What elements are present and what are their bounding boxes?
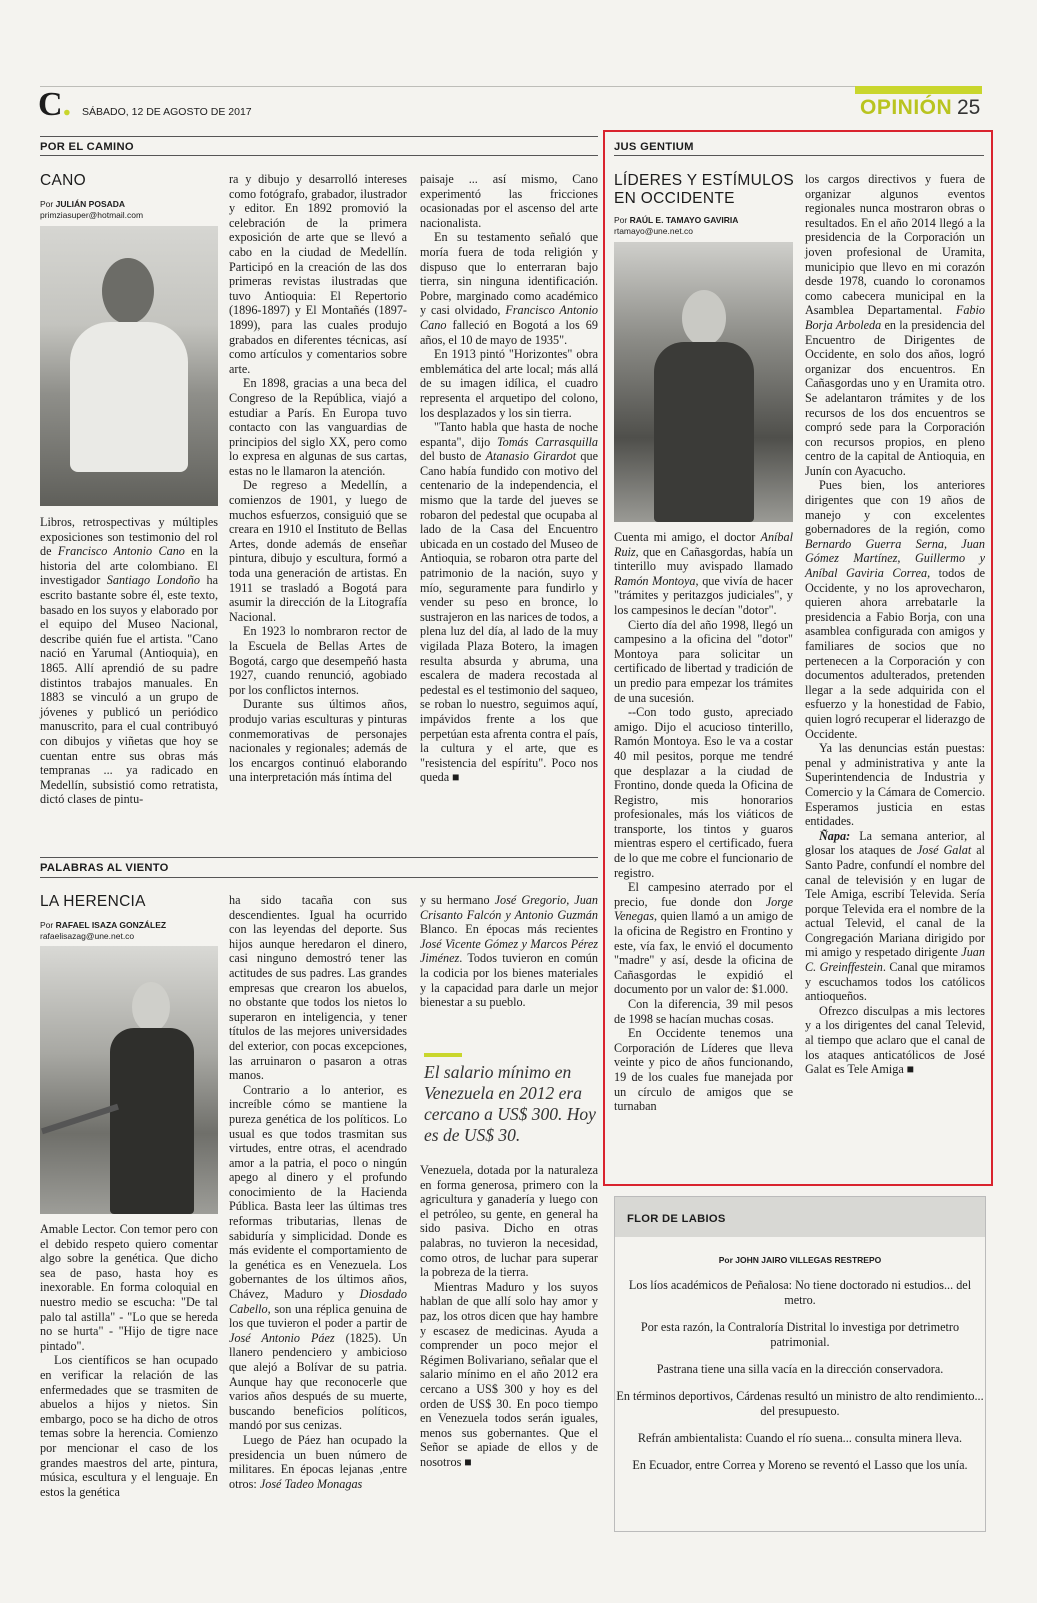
lideres-col-1: Cuenta mi amigo, el doctor Aníbal Ruiz, que en Cañasgordas, había un tinterillo muy avispado llamado Ramón Montoya, que vivía de hacer "trámites y peritazgos judiciales", y los campesinos le decían "dotor". Cierto día del año 1998, llegó un campesino a la oficina del "dotor" Montoya para solicitar un certificado de libertad y tradición de un predio para empezar los trámites de una sucesión. --Con todo gusto, apreciado amigo. Dijo el acucioso tinterillo, Ramón Montoya. Eso le va a costar 40 mil pesitos, porque me tendré que desplazar a la ciudad de Frontino, donde queda la Oficina de Registro, mis honorarios profesionales, más los viáticos de transporte, los tintos y guaros mientras espero el certificado, fuera de lo que me cobre el funcionario de registro. El campesino aterrado por el precio, fue donde don Jorge Venegas, quien llamó a un amigo de la oficina de Registro en Frontino y este, vía fax, le envió el documento "madre" y así, desde la oficina de Cañasgordas le expidió el documento por un valor de: $1.000. Con la diferencia, 39 mil pesos de 1998 se hacían muchas cosas. En Occidente tenemos una Corporación de Líderes que lleva veinte y pico de años funcionando, 19 de los cuales fue manejada por un círculo de amigos que se turnaban [614,530,793,1114]
byline-author: RAFAEL ISAZA GONZÁLEZ [55,920,167,930]
flor-item [616,1362,984,1377]
flor-item-text: Pastrana tiene una silla vacía en la dirección conservadora. [656,1362,944,1376]
portrait-photo [40,946,218,1214]
flor-item [616,1458,984,1473]
section-underline [40,877,598,878]
section-underline [40,155,598,156]
herencia-col-3a: y su hermano José Gregorio, Juan Crisanto Falcón y Antonio Guzmán Blanco. En épocas más recientes José Vicente Gómez y Marcos Pérez Jiménez. Todos tuvieron en común la codicia por los bienes materiales y la capacidad para darle un mejor bienestar a su pueblo. [420,893,598,1010]
herencia-col-1: Amable Lector. Con temor pero con el debido respeto quiero comentar algo sobre la genética. Que dicho sea de paso, hasta hoy es inexorable. En forma coloquial en nuestro medio se escucha: "De tal palo tal astilla" - "Lo que se hereda no se hurta" - "Hijo de tigre nace pintado". Los científicos se han ocupado en verificar la relación de las enfermedades que se trasmiten de abuelos a hijos y nietos. Sin embargo, poco se ha dicho de otros temas sobre la herencia. Comienzo por mencionar el caso de los grandes maestros del arte, pintura, música, escultura y el lenguaje. En estos la genética [40,1222,218,1499]
issue-date: SÁBADO, 12 DE AGOSTO DE 2017 [82,106,252,118]
cano-top-rule [40,136,598,137]
cano-col-2: ra y dibujo y desarrolló intereses como fotógrafo, grabador, ilustrador y editor. En 1892 promovió la celebración de la primera exposición de arte que se llevó a cabo en la ciudad de Medellín. Participó en la creación de las dos primeras revistas ilustradas que tuvo Antioquia: El Repertorio (1896-1897) y El Montañés (1897-1899), para las cuales produjo grabados en diferentes técnicas, así como artículos y comentarios sobre arte. En 1898, gracias a una beca del Congreso de la República, viajó a estudiar a París. En Europa tuvo contacto con las vanguardias de principios del siglo XX, pero como lo expresa en algunas de sus cartas, estas no le llamaron la atención. De regreso a Medellín, a comienzos de 1901, y luego de muchos esfuerzos, consiguió que se creara en 1910 el Instituto de Bellas Artes, donde además de enseñar pintura, dibujo y escultura, formó a toda una generación de artistas. En 1911 se trasladó a Bogotá para asumir la dirección de la Litografía Nacional. En 1923 lo nombraron rector de la Escuela de Bellas Artes de Bogotá, cargo que desempeñó hasta 1927, cuando renunció, agobiado por los conflictos internos. Durante sus últimos años, produjo varias esculturas y pinturas conmemorativas de personajes nacionales y regionales; además de los encargos continuó elaborando una interpretación más íntima del [229,172,407,785]
logo-letter: C [38,86,63,123]
byline-prefix: Por [40,920,54,930]
cano-col-3: paisaje ... así mismo, Cano experimentó las fricciones ocasionadas por el ascenso del arte nacionalista. En su testamento señaló que moría fuera de toda religión y dispuso que lo enterraran bajo tierra, sin ninguna identificación. Pobre, marginado como académico y casi olvidado, Francisco Antonio Cano falleció en Bogotá a los 69 años, el 10 de mayo de 1935". En 1913 pintó "Horizontes" obra emblemática del arte local; más allá de su imagen idílica, el cuadro representa el arquetipo del colono, los desplazados y los sin tierra. "Tanto habla que hasta de noche espanta", dijo Tomás Carrasquilla del busto de Atanasio Girardot que Cano había fundido con motivo del centenario de la independencia, el mismo que la tarde del jueves se robaron del pedestal que ocupaba al lado de la Casa del Encuentro ubicada en un costado del Museo de Antioquia, se robaron otra parte del patrimonio de la nación, suyo y mío, seguramente para fundirlo y vender su peso en bronce, lo sustrajeron en las narices de todos, a plena luz del día, al lado de la muy vigilada Plaza Botero, la imagen resulta absurda y abruma, una escalera de madera recostada al pedestal es el testimonio del saqueo, se roban lo nuestro, seguimos aquí, impávidos frente a los que perpetúan esta afrenta contra el país, la cultura y el arte, que es "resistencia del espíritu". Poco nos queda ■ [420,172,599,785]
section-accent-bar [855,86,982,94]
portrait-photo [40,226,218,506]
byline [40,199,125,209]
portrait-body [70,322,188,472]
byline [614,215,738,225]
byline: Por JOHN JAIRO VILLEGAS RESTREPO [718,1255,882,1265]
herencia-top-rule [40,857,598,858]
portrait-face [682,290,726,346]
pullquote: El salario mínimo en Venezuela en 2012 era cercano a US$ 300. Hoy es de US$ 30. [424,1062,596,1145]
herencia-col-2: ha sido tacaña con sus descendientes. Igual ha ocurrido con las leyendas del deporte. Sus hijos aunque heredaron el dinero, casi ninguno demostró tener las actitudes de sus padres. Las grandes empresas que crearon los abuelos, no obstante que todos los nietos lo superaron en inteligencia, y tener títulos de las mejores universidades del exterior, con pocas excepciones, las arruinaron o pasaron a otras manos. Contrario a lo anterior, es increíble cómo se mantiene la pureza genética de los políticos. Lo usual es que todos trasmitan sus virtudes, entre otras, el acendrado amor a la patria, el poco o ningún apego al dinero y el profundo conocimiento de la Hacienda Pública. Basta leer las últimas tres reformas tributarias, llenas de sabiduría y simplicidad. Donde es más evidente el comportamiento de la genética es en Venezuela. Los gobernantes de los últimos años, Chávez, Maduro y Diosdado Cabello, son una réplica genuina de los que tuvieron el poder a partir de José Antonio Páez (1825). Un llanero pendenciero y ambicioso que alejó a Bolívar de su patria. Aunque hay que reconocerle que varios años después de su muerte, buscando beneficios políticos, mandó por sus cenizas. Luego de Páez han ocupado la presidencia un buen número de militares. En épocas lejanas ,entre otros: José Tadeo Monagas [229,893,407,1491]
byline-prefix: Por [614,215,628,225]
byline-author: RAÚL E. TAMAYO GAVIRIA [629,215,739,225]
byline-prefix: Por [40,199,54,209]
author-email: rafaelisazag@une.net.co [40,931,135,941]
herencia-col-3b: Venezuela, dotada por la naturaleza en forma generosa, primero con la agricultura y ganadería y luego con el petróleo, su gente, en general ha sido pasiva. Dicho en otras palabras, no tuvieron la necesidad, como otros, de luchar para superar la pobreza de la tierra. Mientras Maduro y los suyos hablan de que allí solo hay amor y paz, los otros dicen que hay hambre y escasez de medicinas. Ayuda a comprender un poco mejor el Régimen Bolivariano, señalar que el salario mínimo en el año 2012 era cercano a US$ 300 y hoy es del orden de US$ 30. En poco tiempo en Venezuela todos serán iguales, menos sus gobernantes. Que el Señor se apiade de ellos y de nosotros ■ [420,1163,598,1469]
logo-dot: . [62,86,72,123]
top-rule [40,86,982,87]
page-number: 25 [957,96,981,119]
author-email: rtamayo@une.net.co [614,226,694,236]
section-label: JUS GENTIUM [614,141,694,153]
flor-item-text: Refrán ambientalista: Cuando el río suena... consulta minera lleva. [637,1431,963,1445]
flor-item [616,1278,984,1308]
portrait-body [110,1028,194,1214]
flor-item-text: En términos deportivos, Cárdenas resultó un ministro de alto rendimiento... del presupuesto. [616,1389,984,1418]
article-title: CANO [40,172,86,189]
portrait-photo [614,242,793,522]
cano-col-1: Libros, retrospectivas y múltiples exposiciones son testimonio del rol de Francisco Antonio Cano en la historia del arte colombiano. El investigador Santiago Londoño ha escrito bastante sobre él, este texto, basado en los suyos y elaborado por el equipo del Museo Nacional, describe quién fue el artista. "Cano nació en Yarumal (Antioquia), en 1865. Allí aprendió de su padre distintos trabajos manuales. En 1883 se vinculó a un grupo de jóvenes y publicó un periódico manuscrito, para el cual contribuyó con dibujos y viñetas que hoy se cuentan entre sus obras más tempranas ... ya radicado en Medellín, subsistió como retratista, dictó clases de pintu- [40,515,218,807]
author-email: primziasuper@hotmail.com [40,210,144,220]
flor-item [616,1320,984,1350]
lideres-col-2: los cargos directivos y fuera de organizar algunos eventos regionales nunca mostraron obras o resultados. En el año 2014 llegó a la presidencia de la Corporación un joven profesional de Uramita, municipio que llevo en mi corazón desde 1978, cuando lo coronamos como cabecera municipal en la Asamblea Departamental. Fabio Borja Arboleda en la presidencia del Encuentro de Dirigentes de Occidente, en solo dos años, logró organizar dos encuentros. En Cañasgordas uno y en Uramita otro. Se adelantaron trámites y de los recursos de los dos encuentros se compró sede para la Corporación con recursos propios, en pleno centro de la capital de Antioquia, en Junín con Ayacucho. Pues bien, los anteriores dirigentes que con 19 años de manejo y con excelentes gobernadores de la región, como Bernardo Guerra Serna, Juan Gómez Martínez, Guillermo y Aníbal Gaviria Correa, todos de Occidente, y no los aprovecharon, quieren ahora arrebatarle la presidencia a Fabio Borja, con una asamblea configurada con amigos y familiares de socios que no pertenecen a la Corporación y con documentos adulterados, pretenden llegar a la sede adquirida con el esfuerzo y la honestidad de Fabio, quien logró recuperar el liderazgo de Occidente. Ya las denuncias están puestas: penal y administrativa y ante la Superintendencia de Industria y Comercio y la Cámara de Comercio. Esperamos justicia en estas entidades. Ñapa: La semana anterior, al glosar los ataques de José Galat al Santo Padre, confundí el nombre del canal de televisión y en lugar de Tele Amiga, escribí Televida. Sería porque Televida era el nombre de la actual Televid, el canal de la Congregación Mariana dirigido por mi amigo y respetado dirigente Juan C. Greinffestein. Canal que miramos y escuchamos todos los católicos antioqueños. Ofrezco disculpas a mis lectores y a los dirigentes del canal Televid, al tiempo que aclaro que el canal de los ataques anticatólicos de José Galat es Tele Amiga ■ [805,172,985,1077]
pullquote-accent-bar [424,1053,462,1057]
section-underline [614,155,984,156]
article-title: LA HERENCIA [40,893,146,910]
section-label: PALABRAS AL VIENTO [40,862,169,874]
flor-item [616,1431,984,1446]
flor-item [616,1389,984,1419]
railing [41,1104,119,1134]
portrait-face [132,982,170,1032]
logo [38,88,71,122]
flor-item-text: Los líos académicos de Peñalosa: No tiene doctorado ni estudios... del metro. [628,1278,972,1307]
article-title: LÍDERES Y ESTÍMULOS EN OCCIDENTE [614,172,794,207]
flor-item-text: En Ecuador, entre Correa y Moreno se reventó el Lasso que los unía. [632,1458,968,1472]
section-label: POR EL CAMINO [40,141,134,153]
byline-author: JULIÁN POSADA [55,199,126,209]
portrait-body [654,342,754,522]
section-label: FLOR DE LABIOS [627,1213,726,1225]
flor-list [616,1278,984,1485]
section-name: OPINIÓN [860,96,953,119]
flor-item-text: Por esta razón, la Contraloría Distrital lo investiga por detrimetro patrimonial. [640,1320,960,1349]
portrait-face [102,258,154,324]
byline [40,920,166,930]
